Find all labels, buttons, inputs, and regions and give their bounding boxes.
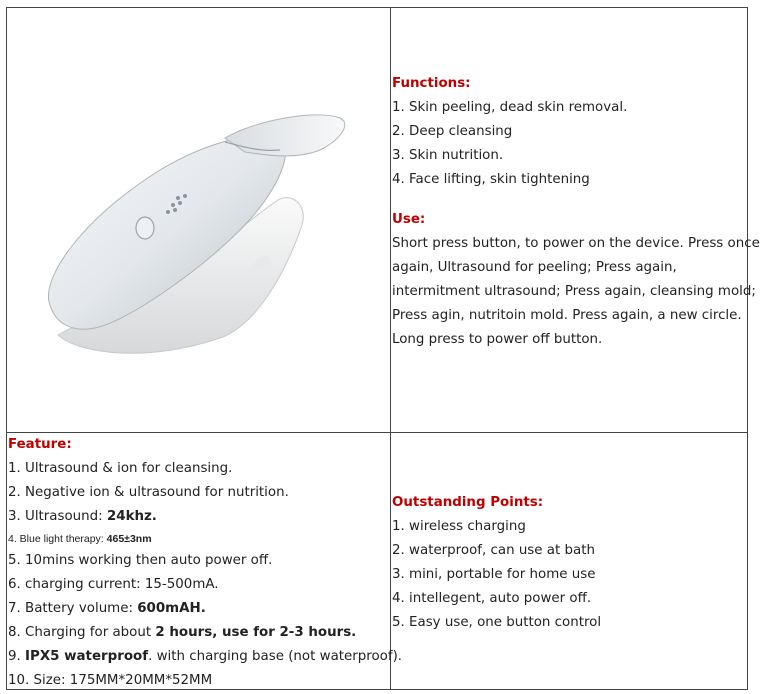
use-line: Short press button, to power on the device. Press once <box>392 236 760 251</box>
column-divider <box>390 7 391 690</box>
use-line: intermitment ultrasound; Press again, cleansing mold; <box>392 284 756 299</box>
functions-item: 2. Deep cleansing <box>392 124 513 139</box>
use-line: again, Ultrasound for peeling; Press again, <box>392 260 677 275</box>
feature-item: 3. Ultrasound: 24khz. <box>8 509 157 524</box>
outstanding-heading: Outstanding Points: <box>392 495 544 510</box>
outstanding-cell <box>392 491 746 635</box>
feature-item: 2. Negative ion & ultrasound for nutrition. <box>8 485 289 500</box>
use-line: Long press to power off button. <box>392 332 603 347</box>
functions-use-cell <box>392 72 760 352</box>
feature-item: 6. charging current: 15-500mA. <box>8 577 219 592</box>
use-line: Press agin, nutritoin mold. Press again, a new circle. <box>392 308 742 323</box>
feature-heading: Feature: <box>8 437 72 452</box>
outstanding-item: 5. Easy use, one button control <box>392 615 602 630</box>
functions-item: 1. Skin peeling, dead skin removal. <box>392 100 628 115</box>
functions-item: 4. Face lifting, skin tightening <box>392 172 590 187</box>
skin-scrubber-device-image <box>40 100 370 370</box>
feature-item: 5. 10mins working then auto power off. <box>8 553 273 568</box>
outstanding-item: 2. waterproof, can use at bath <box>392 543 595 558</box>
feature-item: 10. Size: 175MM*20MM*52MM <box>8 673 213 688</box>
outstanding-item: 4. intellegent, auto power off. <box>392 591 592 606</box>
feature-item: 4. Blue light therapy: 465±3nm <box>8 533 152 545</box>
functions-heading: Functions: <box>392 76 471 91</box>
functions-item: 3. Skin nutrition. <box>392 148 504 163</box>
outstanding-item: 3. mini, portable for home use <box>392 567 596 582</box>
feature-item: 7. Battery volume: 600mAH. <box>8 601 206 616</box>
feature-cell <box>8 433 403 693</box>
use-heading: Use: <box>392 212 426 227</box>
feature-item: 9. IPX5 waterproof. with charging base (not waterproof). <box>8 649 403 664</box>
feature-item: 1. Ultrasound & ion for cleansing. <box>8 461 233 476</box>
feature-item: 8. Charging for about 2 hours, use for 2-3 hours. <box>8 625 357 640</box>
outstanding-item: 1. wireless charging <box>392 519 526 534</box>
